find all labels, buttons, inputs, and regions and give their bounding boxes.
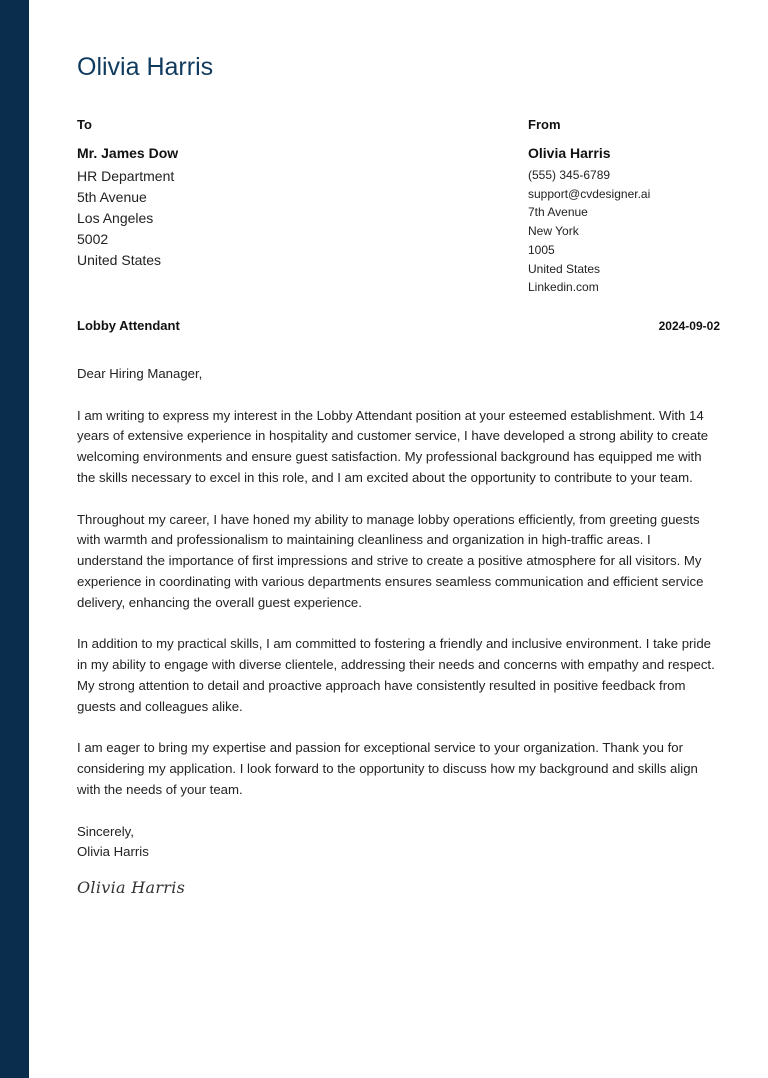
sender-email: support@cvdesigner.ai	[528, 186, 651, 201]
closing-name: Olivia Harris	[77, 844, 149, 860]
sender-name: Olivia Harris	[528, 145, 611, 161]
body-paragraph: Throughout my career, I have honed my ability to manage lobby operations efficiently, from greeting guests with warmth and professionalism to maintaining cleanliness and organization in high-traffic areas. I understand the importance of first impressions and strive to create a positive atmosphere for all visitors. My experience in coordinating with various departments ensures seamless communication and efficient service delivery, enhancing the overall guest experience.	[77, 511, 704, 610]
letter-subject: Lobby Attendant	[77, 318, 180, 333]
recipient-postal-code: 5002	[77, 231, 109, 247]
sender-heading: From	[528, 117, 561, 132]
subject-row	[77, 318, 720, 334]
sender-linkedin: Linkedin.com	[528, 280, 599, 295]
recipient-country: United States	[77, 252, 162, 268]
sender-street: 7th Avenue	[528, 205, 588, 220]
sender-postal-code: 1005	[528, 242, 555, 257]
closing-block	[77, 822, 720, 864]
sender-city: New York	[528, 224, 579, 239]
greeting: Dear Hiring Manager,	[77, 366, 203, 381]
signature: Olivia Harris	[77, 878, 186, 898]
sender-phone: (555) 345-6789	[528, 168, 611, 182]
letter-date: 2024-09-02	[658, 319, 720, 333]
recipient-name: Mr. James Dow	[77, 145, 179, 161]
body-paragraph: I am eager to bring my expertise and passion for exceptional service to your organization. Thank you for considering my application. I look forward to the opportunity to discuss how my background and skills align with the needs of your team.	[77, 740, 698, 797]
recipient-street: 5th Avenue	[77, 189, 147, 205]
recipient-block	[77, 117, 377, 271]
recipient-department: HR Department	[77, 168, 175, 184]
side-accent-bar	[0, 0, 29, 1078]
cover-letter	[77, 0, 720, 1078]
recipient-heading: To	[77, 117, 92, 132]
body-paragraph: In addition to my practical skills, I am committed to fostering a friendly and inclusive environment. I take pride in my ability to engage with diverse clientele, addressing their needs and concerns with empathy and respect. My strong attention to detail and proactive approach have consistently resulted in positive feedback from guests and colleagues alike.	[77, 636, 715, 714]
letter-body	[77, 364, 720, 899]
body-paragraph: I am writing to express my interest in the Lobby Attendant position at your esteemed establishment. With 14 years of extensive experience in hospitality and customer service, I have developed a strong ability to create welcoming environments and ensure guest satisfaction. My professional background has equipped me with the skills necessary to excel in this role, and I am excited about the opportunity to contribute to your team.	[77, 407, 709, 485]
sender-block	[528, 117, 720, 297]
sender-country: United States	[528, 261, 601, 276]
recipient-city: Los Angeles	[77, 210, 154, 226]
page-title: Olivia Harris	[77, 53, 214, 81]
closing-phrase: Sincerely,	[77, 823, 134, 839]
